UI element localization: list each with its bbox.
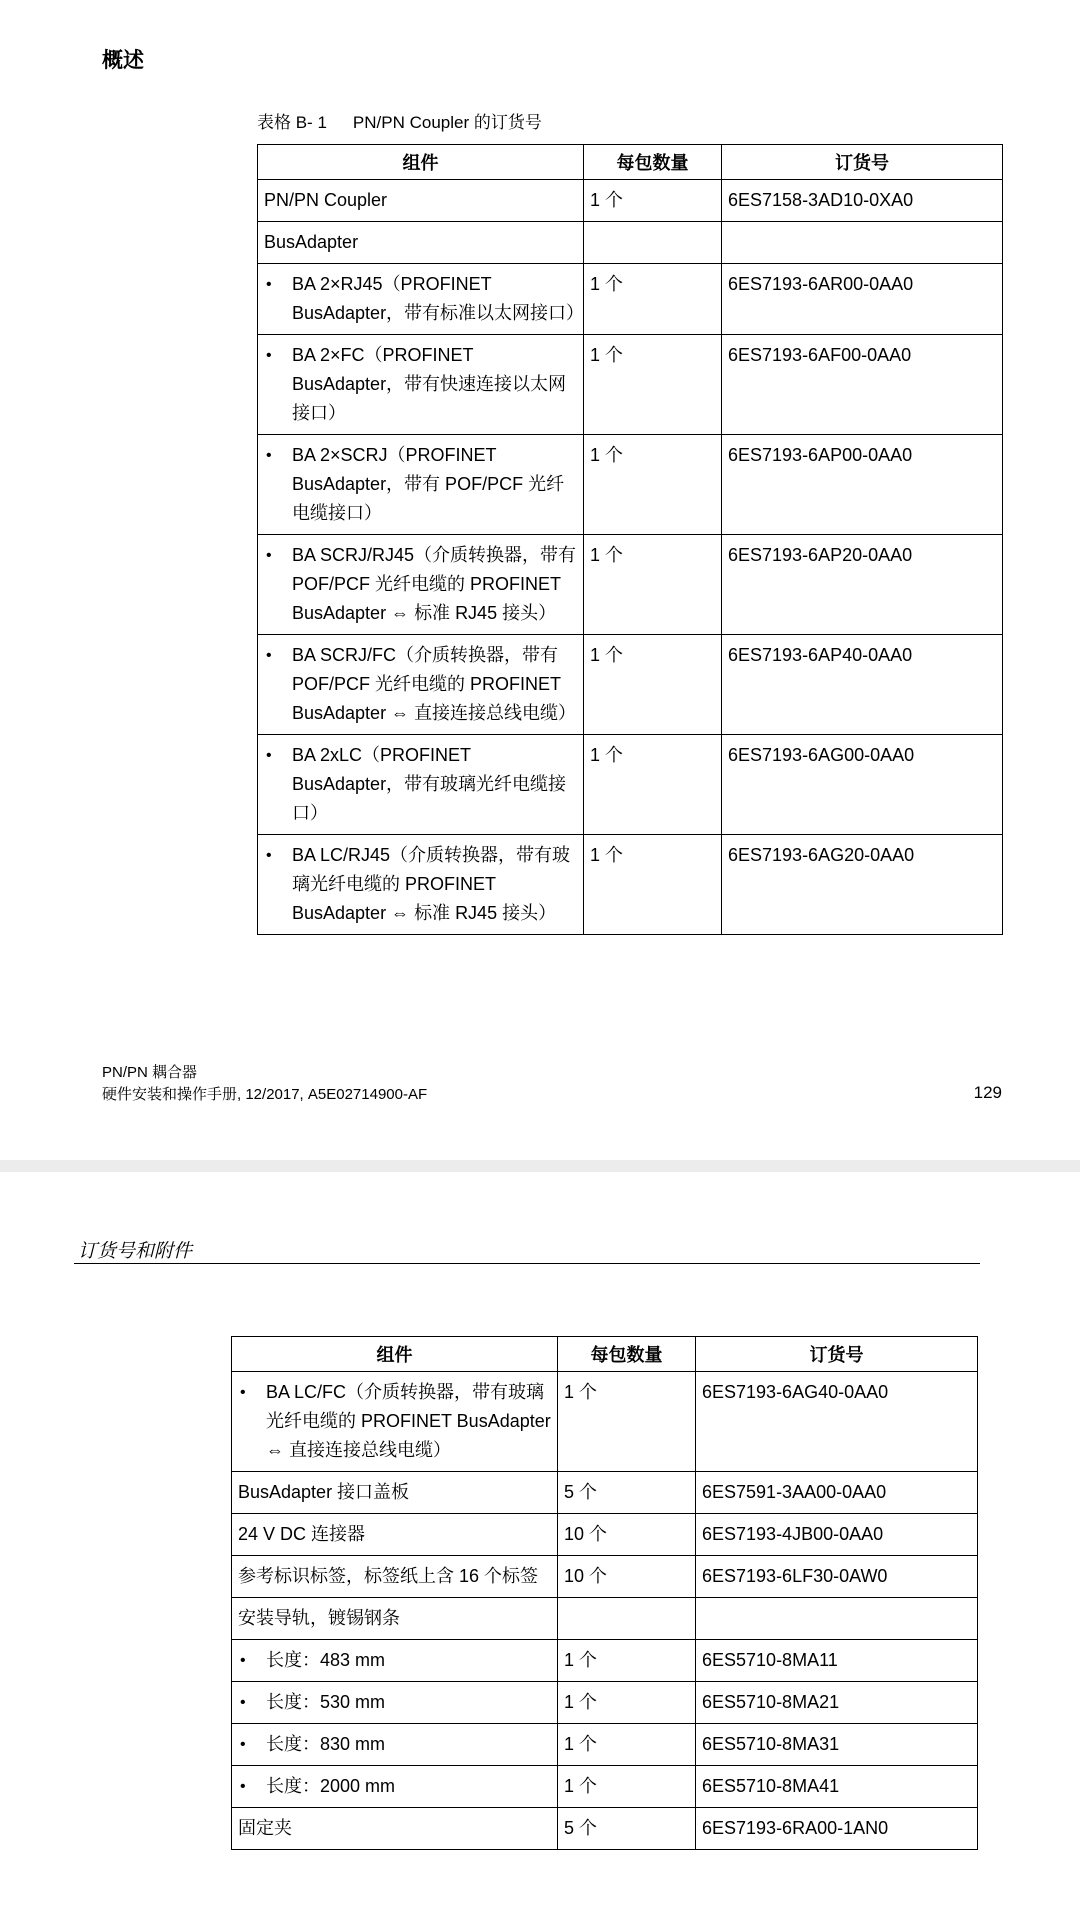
cell-quantity <box>584 222 722 264</box>
cell-quantity: 1 个 <box>584 435 722 535</box>
manual-page-130 <box>0 1172 1080 1920</box>
table-row <box>232 1372 978 1472</box>
cell-component <box>232 1724 558 1766</box>
component-text: BA 2×RJ45（PROFINET BusAdapter，带有标准以太网接口） <box>292 274 585 323</box>
table-row <box>258 735 1003 835</box>
cell-quantity: 1 个 <box>584 635 722 735</box>
cell-order-number <box>722 222 1003 264</box>
table-row <box>258 264 1003 335</box>
cell-quantity: 1 个 <box>584 735 722 835</box>
cell-quantity: 1 个 <box>558 1682 696 1724</box>
table-row <box>258 835 1003 935</box>
cell-quantity: 1 个 <box>584 264 722 335</box>
bullet-item <box>264 541 577 628</box>
table-row <box>258 335 1003 435</box>
cell-quantity: 1 个 <box>558 1640 696 1682</box>
component-text: BA LC/RJ45（介质转换器，带有玻璃光纤电缆的 PROFINET BusAdapter ⇔ 标准 RJ45 接头） <box>292 845 571 923</box>
footer-product-name: PN/PN 耦合器 <box>102 1064 198 1081</box>
bullet-item <box>264 741 577 828</box>
cell-order-number <box>696 1598 978 1640</box>
cell-order-number: 6ES5710-8MA11 <box>696 1640 978 1682</box>
bullet-item <box>264 841 577 928</box>
cell-quantity: 1 个 <box>558 1724 696 1766</box>
cell-order-number: 6ES7193-6AG00-0AA0 <box>722 735 1003 835</box>
bullet-item <box>238 1646 551 1675</box>
cell-quantity: 1 个 <box>558 1372 696 1472</box>
cell-quantity: 1 个 <box>584 535 722 635</box>
cell-order-number: 6ES7158-3AD10-0XA0 <box>722 180 1003 222</box>
cell-component <box>232 1372 558 1472</box>
component-text: 长度：2000 mm <box>266 1776 396 1796</box>
cell-component <box>258 335 584 435</box>
cell-order-number: 6ES7193-6RA00-1AN0 <box>696 1808 978 1850</box>
cell-order-number: 6ES7193-6AG20-0AA0 <box>722 835 1003 935</box>
cell-order-number: 6ES7193-6AP40-0AA0 <box>722 635 1003 735</box>
table-row <box>232 1640 978 1682</box>
header-rule <box>74 1263 980 1264</box>
cell-component: PN/PN Coupler <box>258 180 584 222</box>
component-text: 长度：830 mm <box>266 1734 386 1754</box>
cell-component <box>258 735 584 835</box>
bullet-item <box>264 641 577 728</box>
cell-quantity <box>558 1598 696 1640</box>
cell-order-number: 6ES7193-6AP00-0AA0 <box>722 435 1003 535</box>
cell-order-number: 6ES7193-4JB00-0AA0 <box>696 1514 978 1556</box>
cell-quantity: 1 个 <box>584 180 722 222</box>
table-row <box>232 1514 978 1556</box>
cell-component: 24 V DC 连接器 <box>232 1514 558 1556</box>
cell-quantity: 1 个 <box>584 335 722 435</box>
bullet-icon: • <box>240 1384 246 1401</box>
bullet-item <box>264 270 585 328</box>
cell-order-number: 6ES7193-6AF00-0AA0 <box>722 335 1003 435</box>
table-row <box>232 1724 978 1766</box>
bullet-icon: • <box>266 447 272 464</box>
table-row <box>232 1766 978 1808</box>
table-row <box>232 1808 978 1850</box>
table-row <box>258 222 1003 264</box>
table-row <box>258 435 1003 535</box>
bullet-item <box>238 1730 551 1759</box>
bullet-item <box>264 441 577 528</box>
table-header-row <box>258 145 1003 180</box>
cell-component <box>232 1640 558 1682</box>
cell-component: 参考标识标签，标签纸上含 16 个标签 <box>232 1556 558 1598</box>
cell-quantity: 1 个 <box>584 835 722 935</box>
table-caption-title: PN/PN Coupler 的订货号 <box>352 113 542 132</box>
bullet-icon: • <box>266 547 272 564</box>
accessories-table <box>231 1336 978 1850</box>
cell-quantity: 5 个 <box>558 1472 696 1514</box>
cell-component: 安装导轨，镀锡钢条 <box>232 1598 558 1640</box>
table-body <box>232 1372 978 1850</box>
cell-quantity: 5 个 <box>558 1808 696 1850</box>
running-header: 订货号和附件 <box>78 1241 193 1262</box>
bullet-icon: • <box>266 347 272 364</box>
cell-component <box>258 264 584 335</box>
table-row <box>258 535 1003 635</box>
cell-order-number: 6ES5710-8MA31 <box>696 1724 978 1766</box>
cell-quantity: 10 个 <box>558 1514 696 1556</box>
page-number: 129 <box>973 1083 1002 1102</box>
column-header-qty: 每包数量 <box>584 145 722 180</box>
cell-component <box>258 535 584 635</box>
bullet-icon: • <box>240 1652 246 1669</box>
cell-component <box>232 1682 558 1724</box>
column-header-qty: 每包数量 <box>558 1337 696 1372</box>
column-header-order-number: 订货号 <box>722 145 1003 180</box>
component-text: 长度：483 mm <box>266 1650 386 1670</box>
table-row <box>258 180 1003 222</box>
cell-component: BusAdapter <box>258 222 584 264</box>
component-text: 长度：530 mm <box>266 1692 386 1712</box>
bullet-item <box>238 1688 551 1717</box>
cell-component: BusAdapter 接口盖板 <box>232 1472 558 1514</box>
cell-component <box>258 835 584 935</box>
column-header-order-number: 订货号 <box>696 1337 978 1372</box>
bullet-icon: • <box>266 647 272 664</box>
bullet-icon: • <box>266 847 272 864</box>
table-row <box>232 1556 978 1598</box>
cell-component: 固定夹 <box>232 1808 558 1850</box>
cell-order-number: 6ES7193-6LF30-0AW0 <box>696 1556 978 1598</box>
cell-order-number: 6ES7193-6AG40-0AA0 <box>696 1372 978 1472</box>
component-text: BA SCRJ/RJ45（介质转换器，带有 POF/PCF 光纤电缆的 PROFINET BusAdapter ⇔ 标准 RJ45 接头） <box>292 545 577 623</box>
bullet-item <box>238 1772 551 1801</box>
bullet-icon: • <box>240 1736 246 1753</box>
table-row <box>232 1472 978 1514</box>
component-text: BA 2xLC（PROFINET BusAdapter，带有玻璃光纤电缆接口） <box>292 745 567 823</box>
cell-order-number: 6ES7193-6AR00-0AA0 <box>722 264 1003 335</box>
footer-manual-info: 硬件安装和操作手册, 12/2017, A5E02714900-AF <box>102 1086 428 1103</box>
bullet-item <box>238 1378 551 1465</box>
bullet-icon: • <box>266 276 272 293</box>
table-row <box>258 635 1003 735</box>
component-text: BA SCRJ/FC（介质转换器，带有 POF/PCF 光纤电缆的 PROFINET BusAdapter ⇔ 直接连接总线电缆） <box>292 645 577 723</box>
column-header-component: 组件 <box>258 145 584 180</box>
cell-quantity: 10 个 <box>558 1556 696 1598</box>
cell-order-number: 6ES5710-8MA21 <box>696 1682 978 1724</box>
page-separator <box>0 1160 1080 1172</box>
bullet-icon: • <box>240 1778 246 1795</box>
table-caption <box>257 108 542 133</box>
cell-component <box>258 435 584 535</box>
table-caption-label: 表格 B- 1 <box>257 113 327 132</box>
order-number-table <box>257 144 1003 935</box>
cell-component <box>258 635 584 735</box>
table-body <box>258 180 1003 935</box>
cell-quantity: 1 个 <box>558 1766 696 1808</box>
table-row <box>232 1682 978 1724</box>
component-text: BA 2×FC（PROFINET BusAdapter，带有快速连接以太网接口） <box>292 345 567 423</box>
component-text: BA LC/FC（介质转换器，带有玻璃光纤电缆的 PROFINET BusAdapter ⇔ 直接连接总线电缆） <box>266 1382 551 1460</box>
cell-order-number: 6ES5710-8MA41 <box>696 1766 978 1808</box>
cell-order-number: 6ES7591-3AA00-0AA0 <box>696 1472 978 1514</box>
table-row <box>232 1598 978 1640</box>
component-text: BA 2×SCRJ（PROFINET BusAdapter，带有 POF/PCF 光纤电缆接口） <box>292 445 565 523</box>
bullet-icon: • <box>240 1694 246 1711</box>
cell-order-number: 6ES7193-6AP20-0AA0 <box>722 535 1003 635</box>
bullet-item <box>264 341 577 428</box>
bullet-icon: • <box>266 747 272 764</box>
cell-component <box>232 1766 558 1808</box>
column-header-component: 组件 <box>232 1337 558 1372</box>
section-heading: 概述 <box>102 49 144 72</box>
table-header-row <box>232 1337 978 1372</box>
